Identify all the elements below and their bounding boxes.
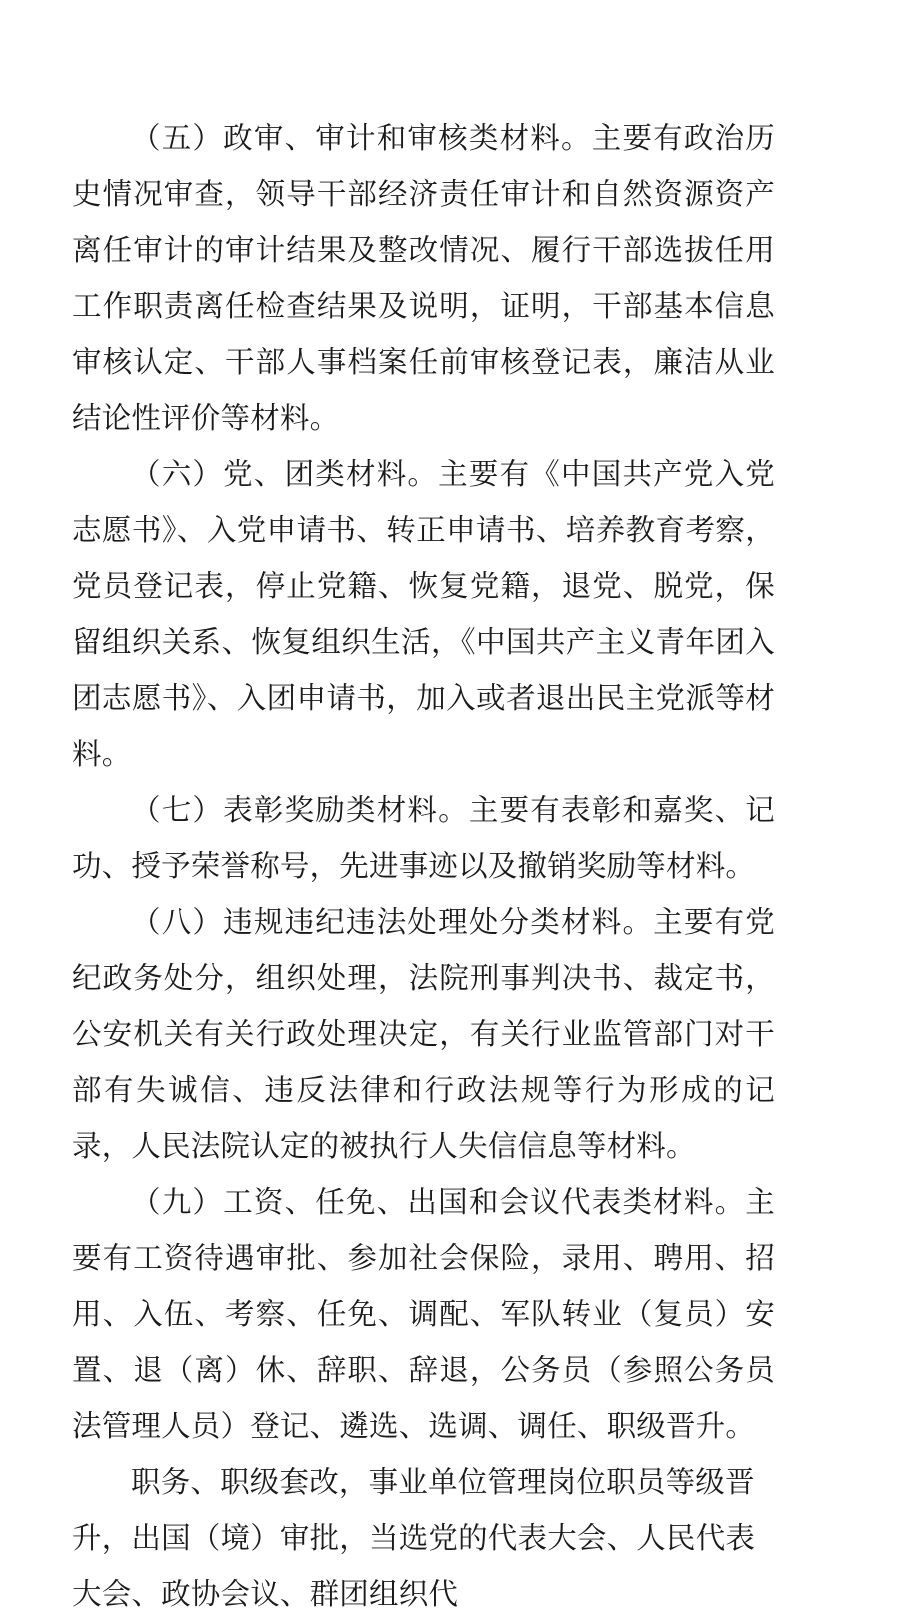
document-text-body xyxy=(72,110,775,1622)
paragraph-item-5: （五）政审、审计和审核类材料。主要有政治历史情况审查，领导干部经济责任审计和自然资源资产离任审计的审计结果及整改情况、履行干部选拔任用工作职责离任检查结果及说明，证明，干部基本信息审核认定、干部人事档案任前审核登记表，廉洁从业结论性评价等材料。 xyxy=(72,121,775,435)
paragraph-item-9: （九）工资、任免、出国和会议代表类材料。主要有工资待遇审批、参加社会保险，录用、聘用、招用、入伍、考察、任免、调配、军队转业（复员）安置、退（离）休、辞职、辞退，公务员（参照公务员法管理人员）登记、遴选、选调、调任、职级晋升。 xyxy=(72,1185,775,1443)
paragraph-item-6: （六）党、团类材料。主要有《中国共产党入党志愿书》、入党申请书、转正申请书、培养教育考察，党员登记表，停止党籍、恢复党籍，退党、脱党，保留组织关系、恢复组织生活，《中国共产主义青年团入团志愿书》、入团申请书，加入或者退出民主党派等材料。 xyxy=(72,457,775,771)
paragraph-item-8: （八）违规违纪违法处理处分类材料。主要有党纪政务处分，组织处理，法院刑事判决书、裁定书，公安机关有关行政处理决定，有关行业监管部门对干部有失诚信、违反法律和行政法规等行为形成的记录，人民法院认定的被执行人失信信息等材料。 xyxy=(72,905,775,1163)
paragraph-item-9-continued: 职务、职级套改，事业单位管理岗位职员等级晋升，出国（境）审批，当选党的代表大会、人民代表大会、政协会议、群团组织代 xyxy=(72,1465,756,1611)
paragraph-item-7: （七）表彰奖励类材料。主要有表彰和嘉奖、记功、授予荣誉称号，先进事迹以及撤销奖励等材料。 xyxy=(72,793,775,883)
